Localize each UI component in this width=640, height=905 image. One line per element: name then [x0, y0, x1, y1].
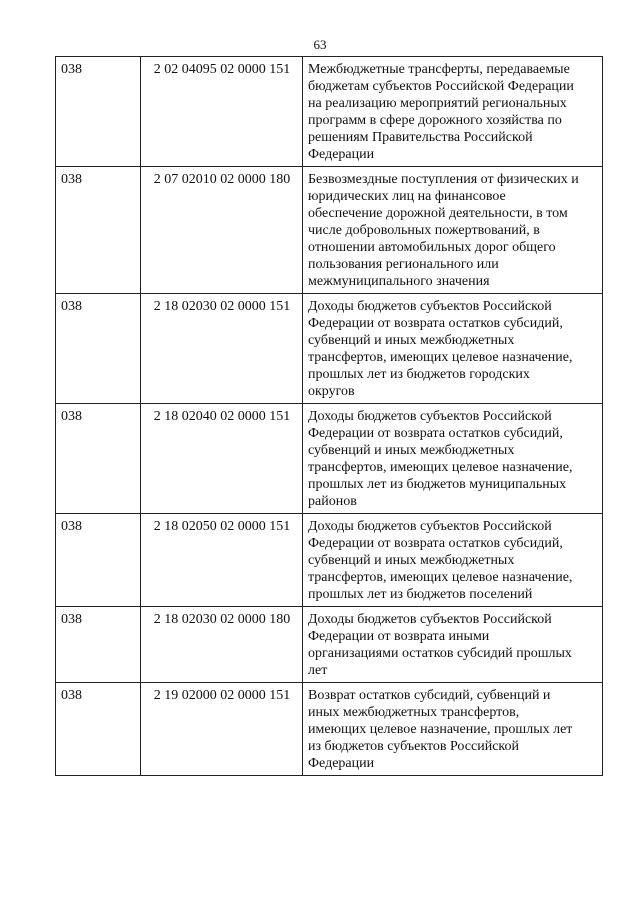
revenue-name-line: имеющих целевое назначение, прошлых лет	[308, 722, 573, 737]
revenue-name-line: трансфертов, имеющих целевое назначение,	[308, 350, 573, 365]
revenue-name-line: лет	[308, 663, 328, 678]
revenue-name-line: из бюджетов субъектов Российской	[308, 739, 519, 754]
revenue-name-line: бюджетам субъектов Российской Федерации	[308, 79, 574, 94]
revenue-name-cell	[303, 607, 603, 683]
revenue-name-line: прошлых лет из бюджетов городских	[308, 367, 530, 382]
table-row	[56, 683, 603, 776]
revenue-name-line: юридических лиц на финансовое	[308, 189, 506, 204]
revenue-name-line: прошлых лет из бюджетов поселений	[308, 587, 533, 602]
revenue-name-line: Федерации от возврата иными	[308, 629, 490, 644]
table-row	[56, 57, 603, 167]
revenue-name-cell	[303, 294, 603, 404]
revenue-name-line: организациями остатков субсидий прошлых	[308, 646, 572, 661]
revenue-name-line: трансфертов, имеющих целевое назначение,	[308, 570, 573, 585]
revenue-name-cell	[303, 683, 603, 776]
revenue-name-line: Доходы бюджетов субъектов Российской	[308, 409, 552, 424]
revenue-name-line: Межбюджетные трансферты, передаваемые	[308, 62, 570, 77]
revenue-name-line: иных межбюджетных трансфертов,	[308, 705, 520, 720]
revenue-name-line: трансфертов, имеющих целевое назначение,	[308, 460, 573, 475]
revenue-name-line: Федерации от возврата остатков субсидий,	[308, 536, 563, 551]
table-row	[56, 404, 603, 514]
revenue-name-line: Федерации	[308, 756, 375, 771]
admin-code-cell: 038	[56, 683, 141, 776]
revenue-name-line: районов	[308, 494, 357, 509]
revenue-name-line: Безвозмездные поступления от физических и	[308, 172, 579, 187]
revenue-name-line: отношении автомобильных дорог общего	[308, 240, 556, 255]
revenue-name-line: обеспечение дорожной деятельности, в том	[308, 206, 568, 221]
budget-code-cell: 2 19 02000 02 0000 151	[141, 683, 303, 776]
admin-code-cell: 038	[56, 167, 141, 294]
admin-code-cell: 038	[56, 57, 141, 167]
revenue-name-line: округов	[308, 384, 355, 399]
revenue-name-cell	[303, 514, 603, 607]
budget-code-cell: 2 02 04095 02 0000 151	[141, 57, 303, 167]
budget-classification-table	[55, 56, 603, 776]
revenue-name-line: Доходы бюджетов субъектов Российской	[308, 519, 552, 534]
budget-code-cell: 2 18 02050 02 0000 151	[141, 514, 303, 607]
page-number: 63	[313, 37, 327, 52]
revenue-name-line: решениям Правительства Российской	[308, 130, 533, 145]
budget-code-cell: 2 18 02030 02 0000 180	[141, 607, 303, 683]
revenue-name-cell	[303, 167, 603, 294]
revenue-name-line: прошлых лет из бюджетов муниципальных	[308, 477, 567, 492]
table-row	[56, 607, 603, 683]
table-row	[56, 514, 603, 607]
revenue-name-line: субвенций и иных межбюджетных	[308, 553, 515, 568]
revenue-name-line: межмуниципального значения	[308, 274, 490, 289]
revenue-name-line: Доходы бюджетов субъектов Российской	[308, 299, 552, 314]
revenue-name-line: пользования регионального или	[308, 257, 499, 272]
revenue-name-line: Федерации от возврата остатков субсидий,	[308, 316, 563, 331]
revenue-name-line: программ в сфере дорожного хозяйства по	[308, 113, 562, 128]
budget-code-cell: 2 18 02040 02 0000 151	[141, 404, 303, 514]
revenue-name-cell	[303, 404, 603, 514]
revenue-name-cell	[303, 57, 603, 167]
table-body	[56, 57, 603, 776]
admin-code-cell: 038	[56, 294, 141, 404]
revenue-name-line: на реализацию мероприятий региональных	[308, 96, 567, 111]
revenue-name-line: Федерации	[308, 147, 375, 162]
admin-code-cell: 038	[56, 404, 141, 514]
admin-code-cell: 038	[56, 607, 141, 683]
revenue-name-line: Возврат остатков субсидий, субвенций и	[308, 688, 551, 703]
budget-code-cell: 2 18 02030 02 0000 151	[141, 294, 303, 404]
revenue-name-line: Федерации от возврата остатков субсидий,	[308, 426, 563, 441]
table-row	[56, 167, 603, 294]
budget-code-cell: 2 07 02010 02 0000 180	[141, 167, 303, 294]
table-row	[56, 294, 603, 404]
revenue-name-line: Доходы бюджетов субъектов Российской	[308, 612, 552, 627]
revenue-name-line: числе добровольных пожертвований, в	[308, 223, 540, 238]
admin-code-cell: 038	[56, 514, 141, 607]
revenue-name-line: субвенций и иных межбюджетных	[308, 443, 515, 458]
revenue-name-line: субвенций и иных межбюджетных	[308, 333, 515, 348]
